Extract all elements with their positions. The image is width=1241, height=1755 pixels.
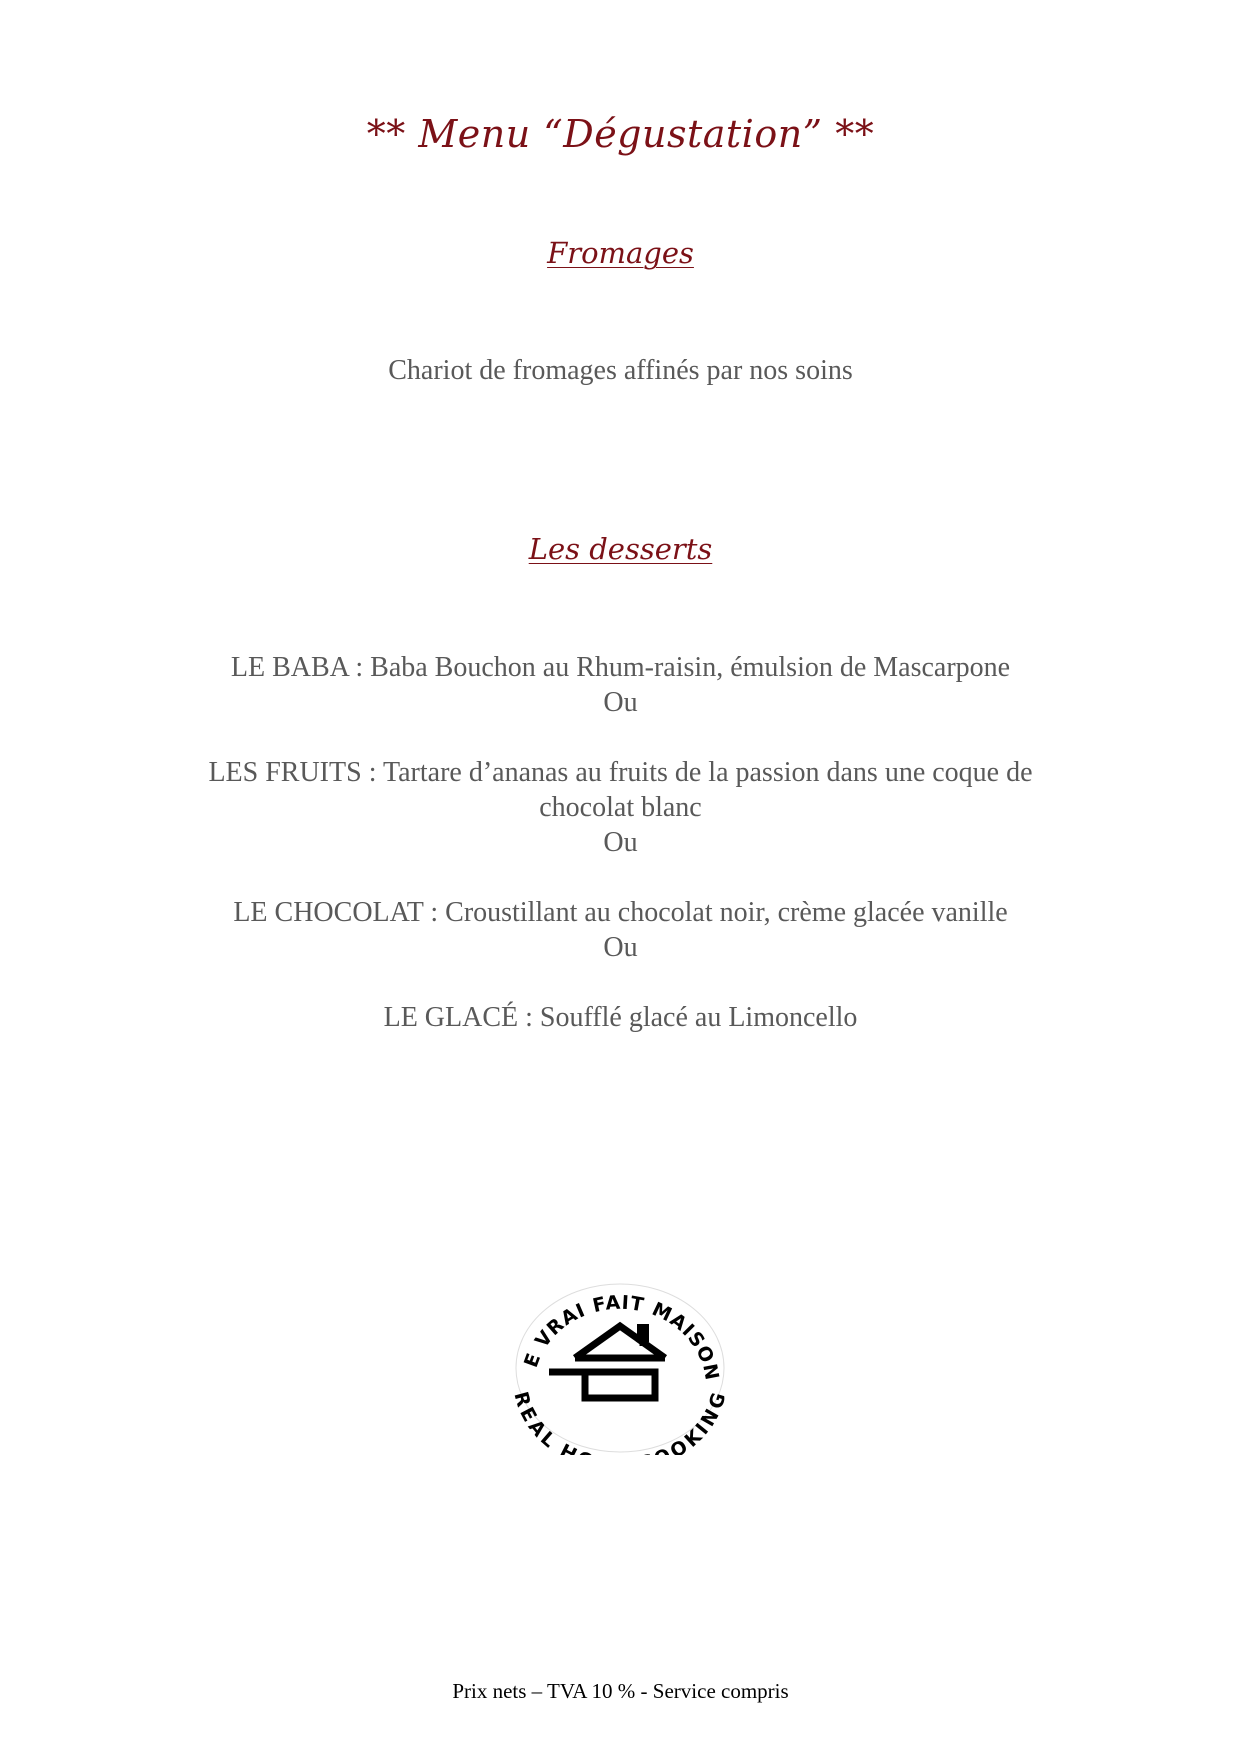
dessert-description: Croustillant au chocolat noir, crème glacée vanille (445, 897, 1008, 928)
dessert-item-glace (0, 1001, 1241, 1035)
dessert-name: LE GLACÉ (383, 1002, 519, 1033)
dessert-item-fruits (0, 756, 1241, 790)
or-separator: Ou (603, 687, 638, 718)
dessert-item-baba (0, 651, 1241, 685)
fromage-item: Chariot de fromages affinés par nos soins (388, 355, 853, 386)
dessert-name: LE BABA (230, 652, 349, 683)
house-pan-icon (513, 1280, 728, 1455)
or-separator: Ou (603, 932, 638, 963)
menu-title: ** Menu “Dégustation” ** (366, 112, 875, 156)
dessert-name: LE CHOCOLAT (233, 897, 424, 928)
dessert-name: LES FRUITS (208, 757, 362, 788)
fait-maison-logo (513, 1280, 728, 1455)
dessert-description: Soufflé glacé au Limoncello (539, 1002, 858, 1033)
dessert-item-chocolat (0, 896, 1241, 930)
dessert-separator: : (348, 652, 371, 683)
dessert-description: Tartare d’ananas au fruits de la passion dans une coque de (382, 757, 1033, 788)
footer-note: Prix nets – TVA 10 % - Service compris (452, 1679, 789, 1703)
logo-top-text: E VRAI FAIT MAISON (520, 1291, 724, 1383)
logo-bottom-text: EAL H OKIN (515, 1403, 725, 1455)
section-heading-fromages: Fromages (547, 236, 694, 270)
or-separator: Ou (603, 827, 638, 858)
dessert-separator: : (423, 897, 446, 928)
dessert-separator: : (518, 1002, 540, 1033)
dessert-description: Baba Bouchon au Rhum-raisin, émulsion de Mascarpone (370, 652, 1011, 683)
section-heading-desserts: Les desserts (528, 532, 713, 566)
dessert-separator: : (361, 757, 383, 788)
dessert-description-continued: chocolat blanc (539, 792, 702, 823)
